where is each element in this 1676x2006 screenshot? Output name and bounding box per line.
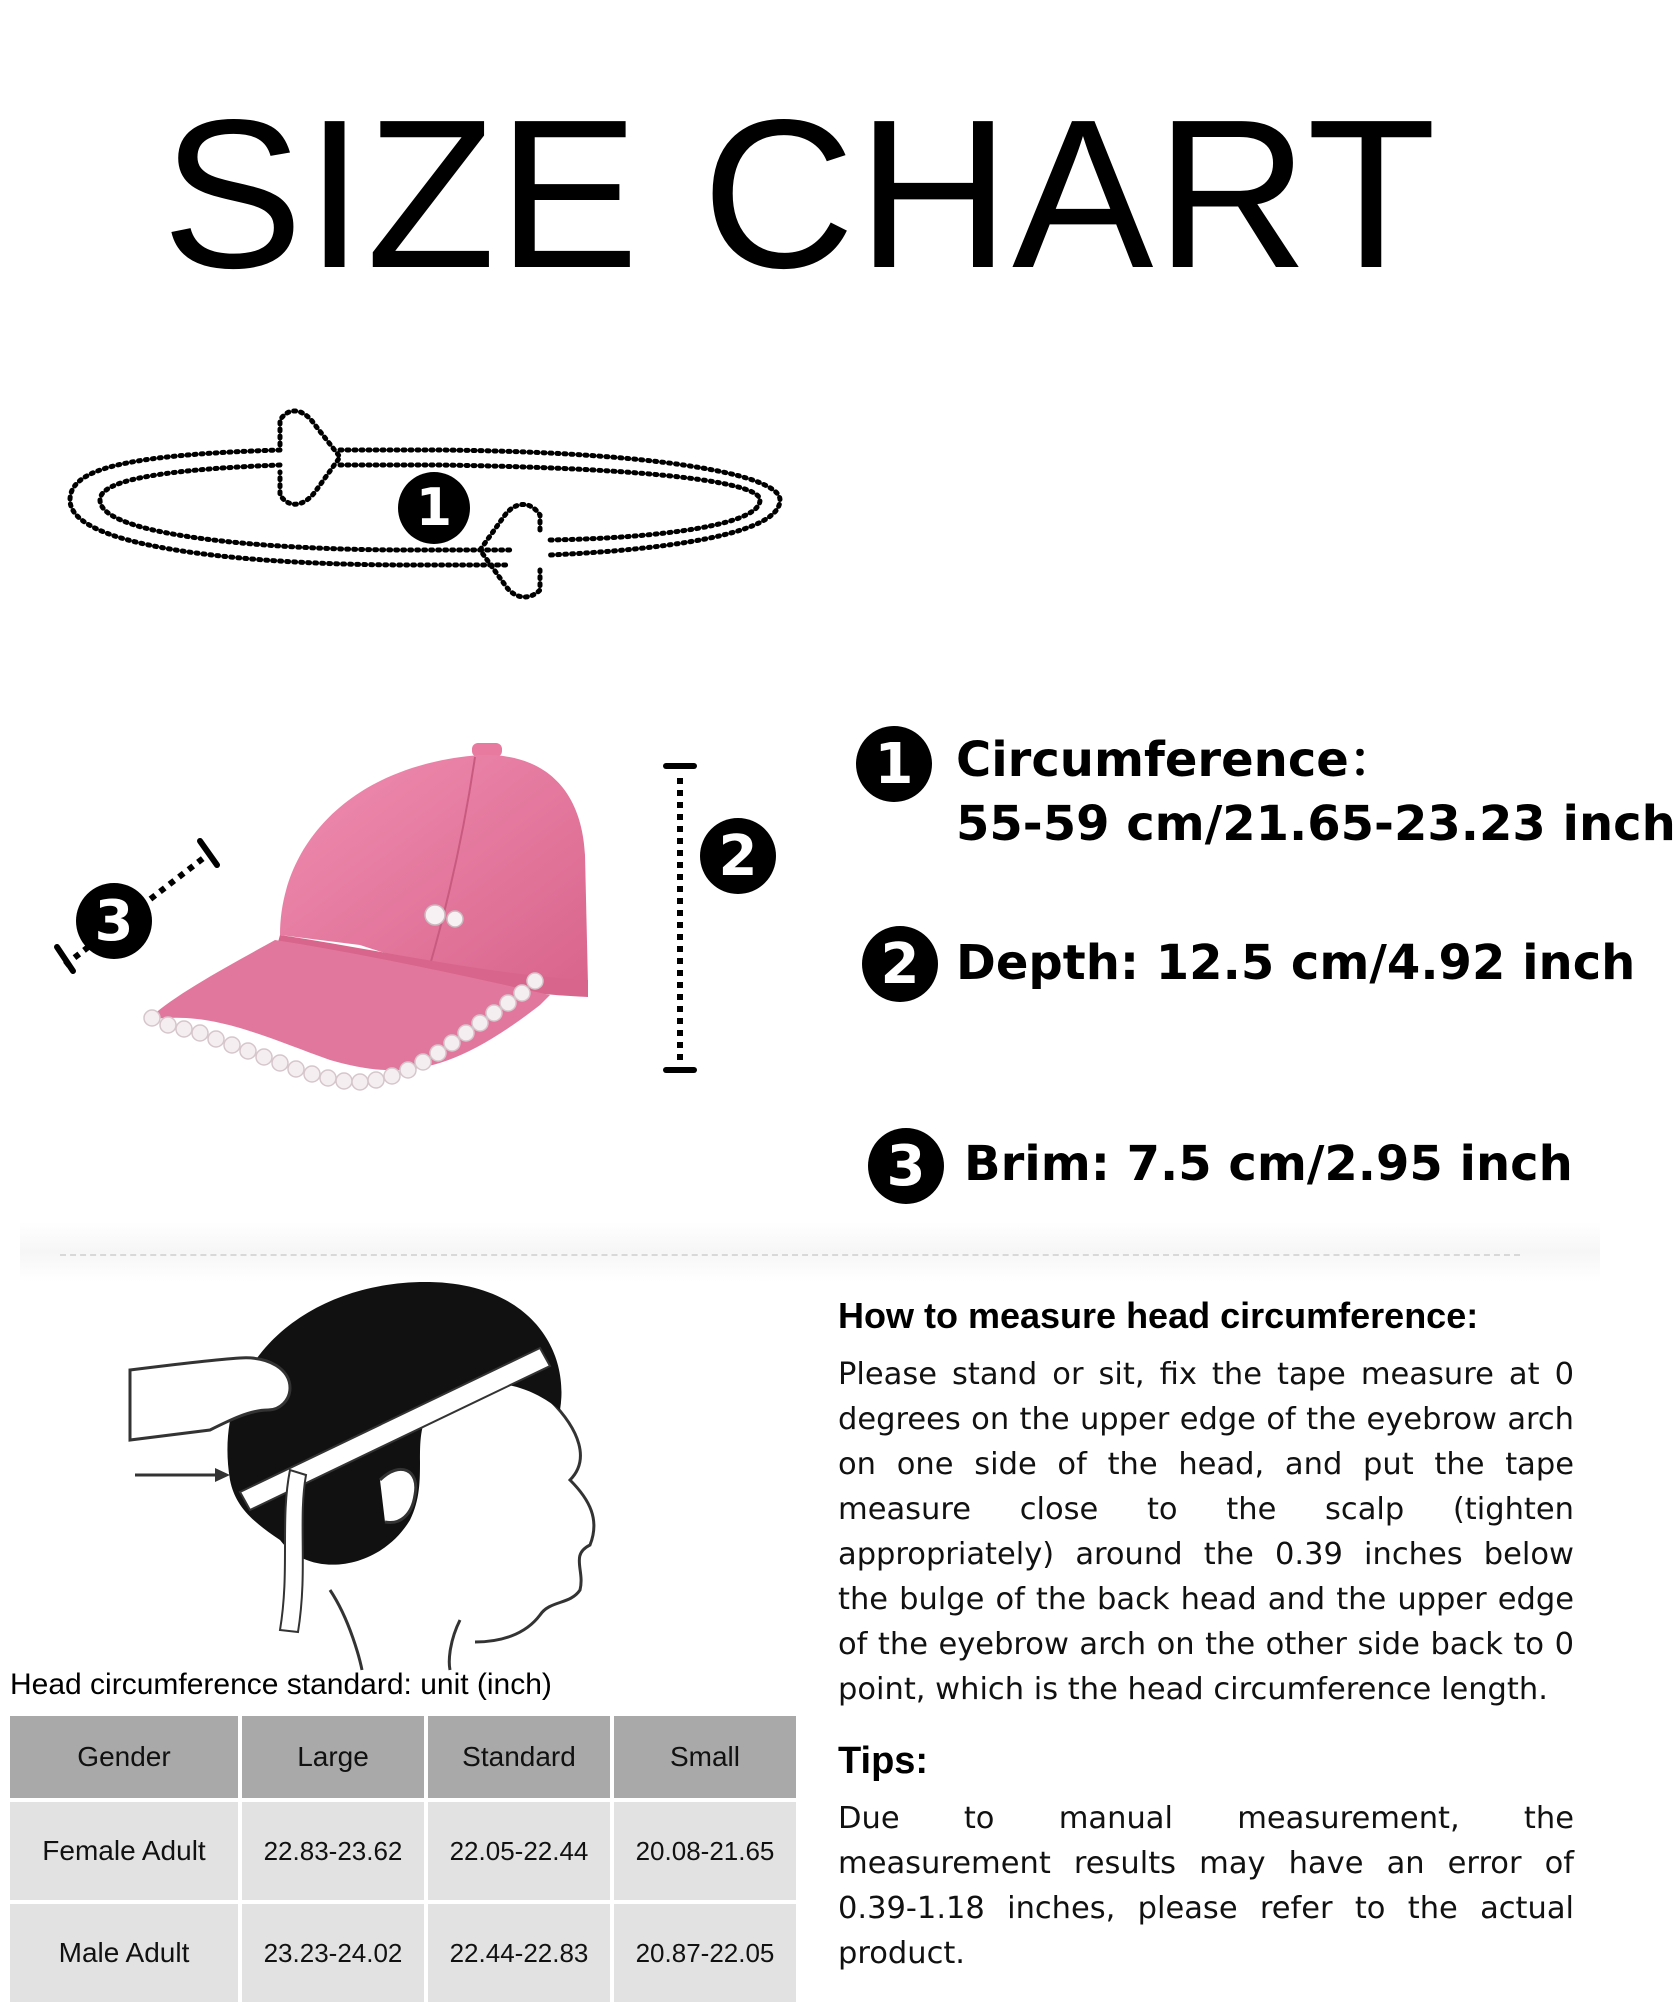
spec-brim: Brim: 7.5 cm/2.95 inch	[964, 1136, 1573, 1192]
table-cell: 20.08-21.65	[614, 1802, 796, 1900]
table-cell: Female Adult	[10, 1802, 238, 1900]
table-header-row	[10, 1716, 796, 1798]
header-standard: Standard	[428, 1716, 610, 1798]
spec-circumference-value: 55-59 cm/21.65-23.23 inch	[956, 796, 1676, 852]
diagram-badge-1: 1	[398, 472, 470, 544]
cap-button	[472, 743, 502, 757]
header-large: Large	[242, 1716, 424, 1798]
tips-body: Due to manual measurement, the measurement results may have an error of 0.39-1.18 inches, please refer to the actual product.	[838, 1801, 1574, 1971]
table-cell: 23.23-24.02	[242, 1904, 424, 2002]
header-small: Small	[614, 1716, 796, 1798]
table-row	[10, 1802, 796, 1900]
section-divider	[60, 1254, 1520, 1256]
howto-body: Please stand or sit, fix the tape measure at 0 degrees on the upper edge of the eyebrow arch on one side of the head, and put the tape measure close to the scalp (tighten appropriately) around the 0.39 inches below the bulge of the back head and the upper edge of the eyebrow arch on the other side back to 0 point, which is the head circumference length.	[838, 1357, 1574, 1707]
diagram-badge-2: 2	[700, 818, 776, 894]
depth-indicator	[660, 760, 700, 1080]
header-gender: Gender	[10, 1716, 238, 1798]
howto-title: How to measure head circumference:	[838, 1295, 1479, 1336]
spec-badge-2: 2	[862, 926, 938, 1002]
head-measure-illustration	[130, 1270, 630, 1670]
table-cell: 20.87-22.05	[614, 1904, 796, 2002]
table-cell: Male Adult	[10, 1904, 238, 2002]
table-cell: 22.44-22.83	[428, 1904, 610, 2002]
arrow-right-path	[280, 411, 340, 504]
table-caption: Head circumference standard: unit (inch)	[10, 1668, 552, 1701]
table-row	[10, 1904, 796, 2002]
neck	[330, 1590, 460, 1670]
spec-badge-1: 1	[856, 726, 932, 802]
diagram-badge-3: 3	[76, 883, 152, 959]
size-table	[6, 1712, 800, 2006]
tips-title: Tips:	[838, 1740, 929, 1782]
face-outline	[475, 1400, 594, 1642]
spec-depth: Depth: 12.5 cm/4.92 inch	[956, 935, 1636, 991]
page-title: SIZE CHART	[161, 75, 1439, 312]
table-cell: 22.83-23.62	[242, 1802, 424, 1900]
table-cell: 22.05-22.44	[428, 1802, 610, 1900]
spec-circumference-label: Circumference：	[956, 732, 1397, 788]
spec-badge-3: 3	[868, 1128, 944, 1204]
